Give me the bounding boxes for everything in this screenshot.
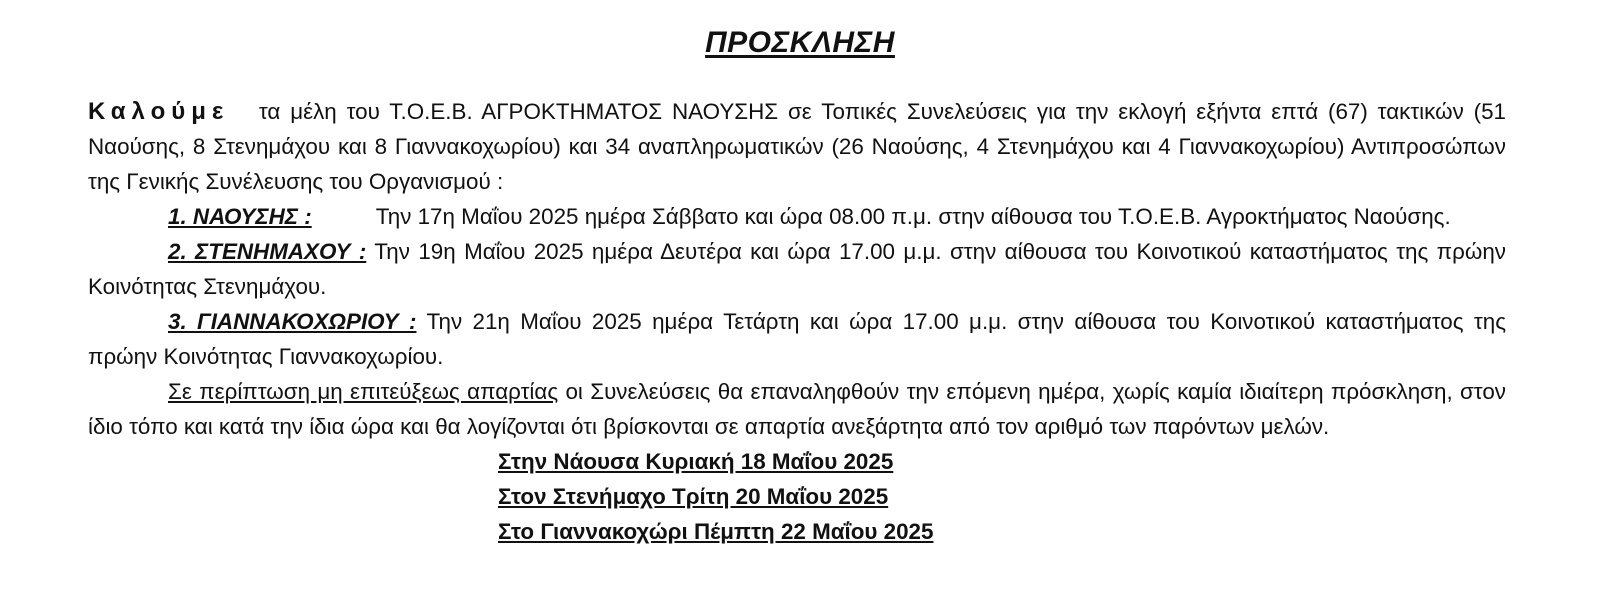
page-title: ΠΡΟΣΚΛΗΣΗ [705, 26, 895, 59]
meeting-giannakochori [88, 304, 1506, 374]
quorum-underlined: Σε περίπτωση μη επιτεύξεως απαρτίας [168, 379, 559, 404]
quorum-text: οι Συνελεύσεις θα επαναληφθούν την επόμενη ημέρα, χωρίς καμία ιδιαίτερη πρόσκληση, στον ίδιο τόπο και κατά την ίδια ώρα και θα λογίζονται ότι βρίσκονται σε απαρτία ανεξάρτητα από τον αριθμό των παρόντων μελών. [88, 379, 1506, 439]
repeat-dates-list [498, 444, 1506, 549]
repeat-date-naousa: Στην Νάουσα Κυριακή 18 Μαΐου 2025 [498, 449, 894, 474]
repeat-date-stenimachos: Στον Στενήμαχο Τρίτη 20 Μαΐου 2025 [498, 484, 889, 509]
meeting-stenimachos-text: Την 19η Μαΐου 2025 ημέρα Δευτέρα και ώρα 17.00 μ.μ. στην αίθουσα του Κοινοτικού καταστήματος της πρώην Κοινότητας Στενημάχου. [88, 239, 1506, 299]
intro-paragraph [88, 94, 1506, 199]
meeting-stenimachos-label: 2. ΣΤΕΝΗΜΑΧΟΥ : [168, 239, 367, 264]
meeting-giannakochori-text: Την 21η Μαΐου 2025 ημέρα Τετάρτη και ώρα 17.00 μ.μ. στην αίθουσα του Κοινοτικού καταστήματος της πρώην Κοινότητας Γιαννακοχωρίου. [88, 309, 1506, 369]
meeting-giannakochori-label: 3. ΓΙΑΝΝΑΚΟΧΩΡΙΟΥ : [168, 309, 417, 334]
meeting-stenimachos [88, 234, 1506, 304]
repeat-date-giannakochori: Στο Γιαννακοχώρι Πέμπτη 22 Μαΐου 2025 [498, 519, 934, 544]
meeting-naousa [88, 199, 1506, 234]
meeting-naousa-text: Την 17η Μαΐου 2025 ημέρα Σάββατο και ώρα 08.00 π.μ. στην αίθουσα του Τ.Ο.Ε.Β. Αγροκτήματος Ναούσης. [375, 204, 1451, 229]
intro-text: τα μέλη του Τ.Ο.Ε.Β. ΑΓΡΟΚΤΗΜΑΤΟΣ ΝΑΟΥΣΗΣ σε Τοπικές Συνελεύσεις για την εκλογή εξήντα επτά (67) τακτικών (51 Ναούσης, 8 Στενημάχου και 8 Γιαννακοχωρίου) και 34 αναπληρωματικών (26 Ναούσης, 4 Στενημάχου και 4 Γιαννακοχωρίου) Αντιπροσώπων της Γενικής Συνέλευσης του Οργανισμού : [88, 99, 1506, 194]
quorum-paragraph [88, 374, 1506, 444]
intro-lead: Καλούμε [88, 98, 230, 125]
document-body [88, 94, 1506, 549]
meeting-naousa-label: 1. ΝΑΟΥΣΗΣ : [168, 204, 312, 229]
